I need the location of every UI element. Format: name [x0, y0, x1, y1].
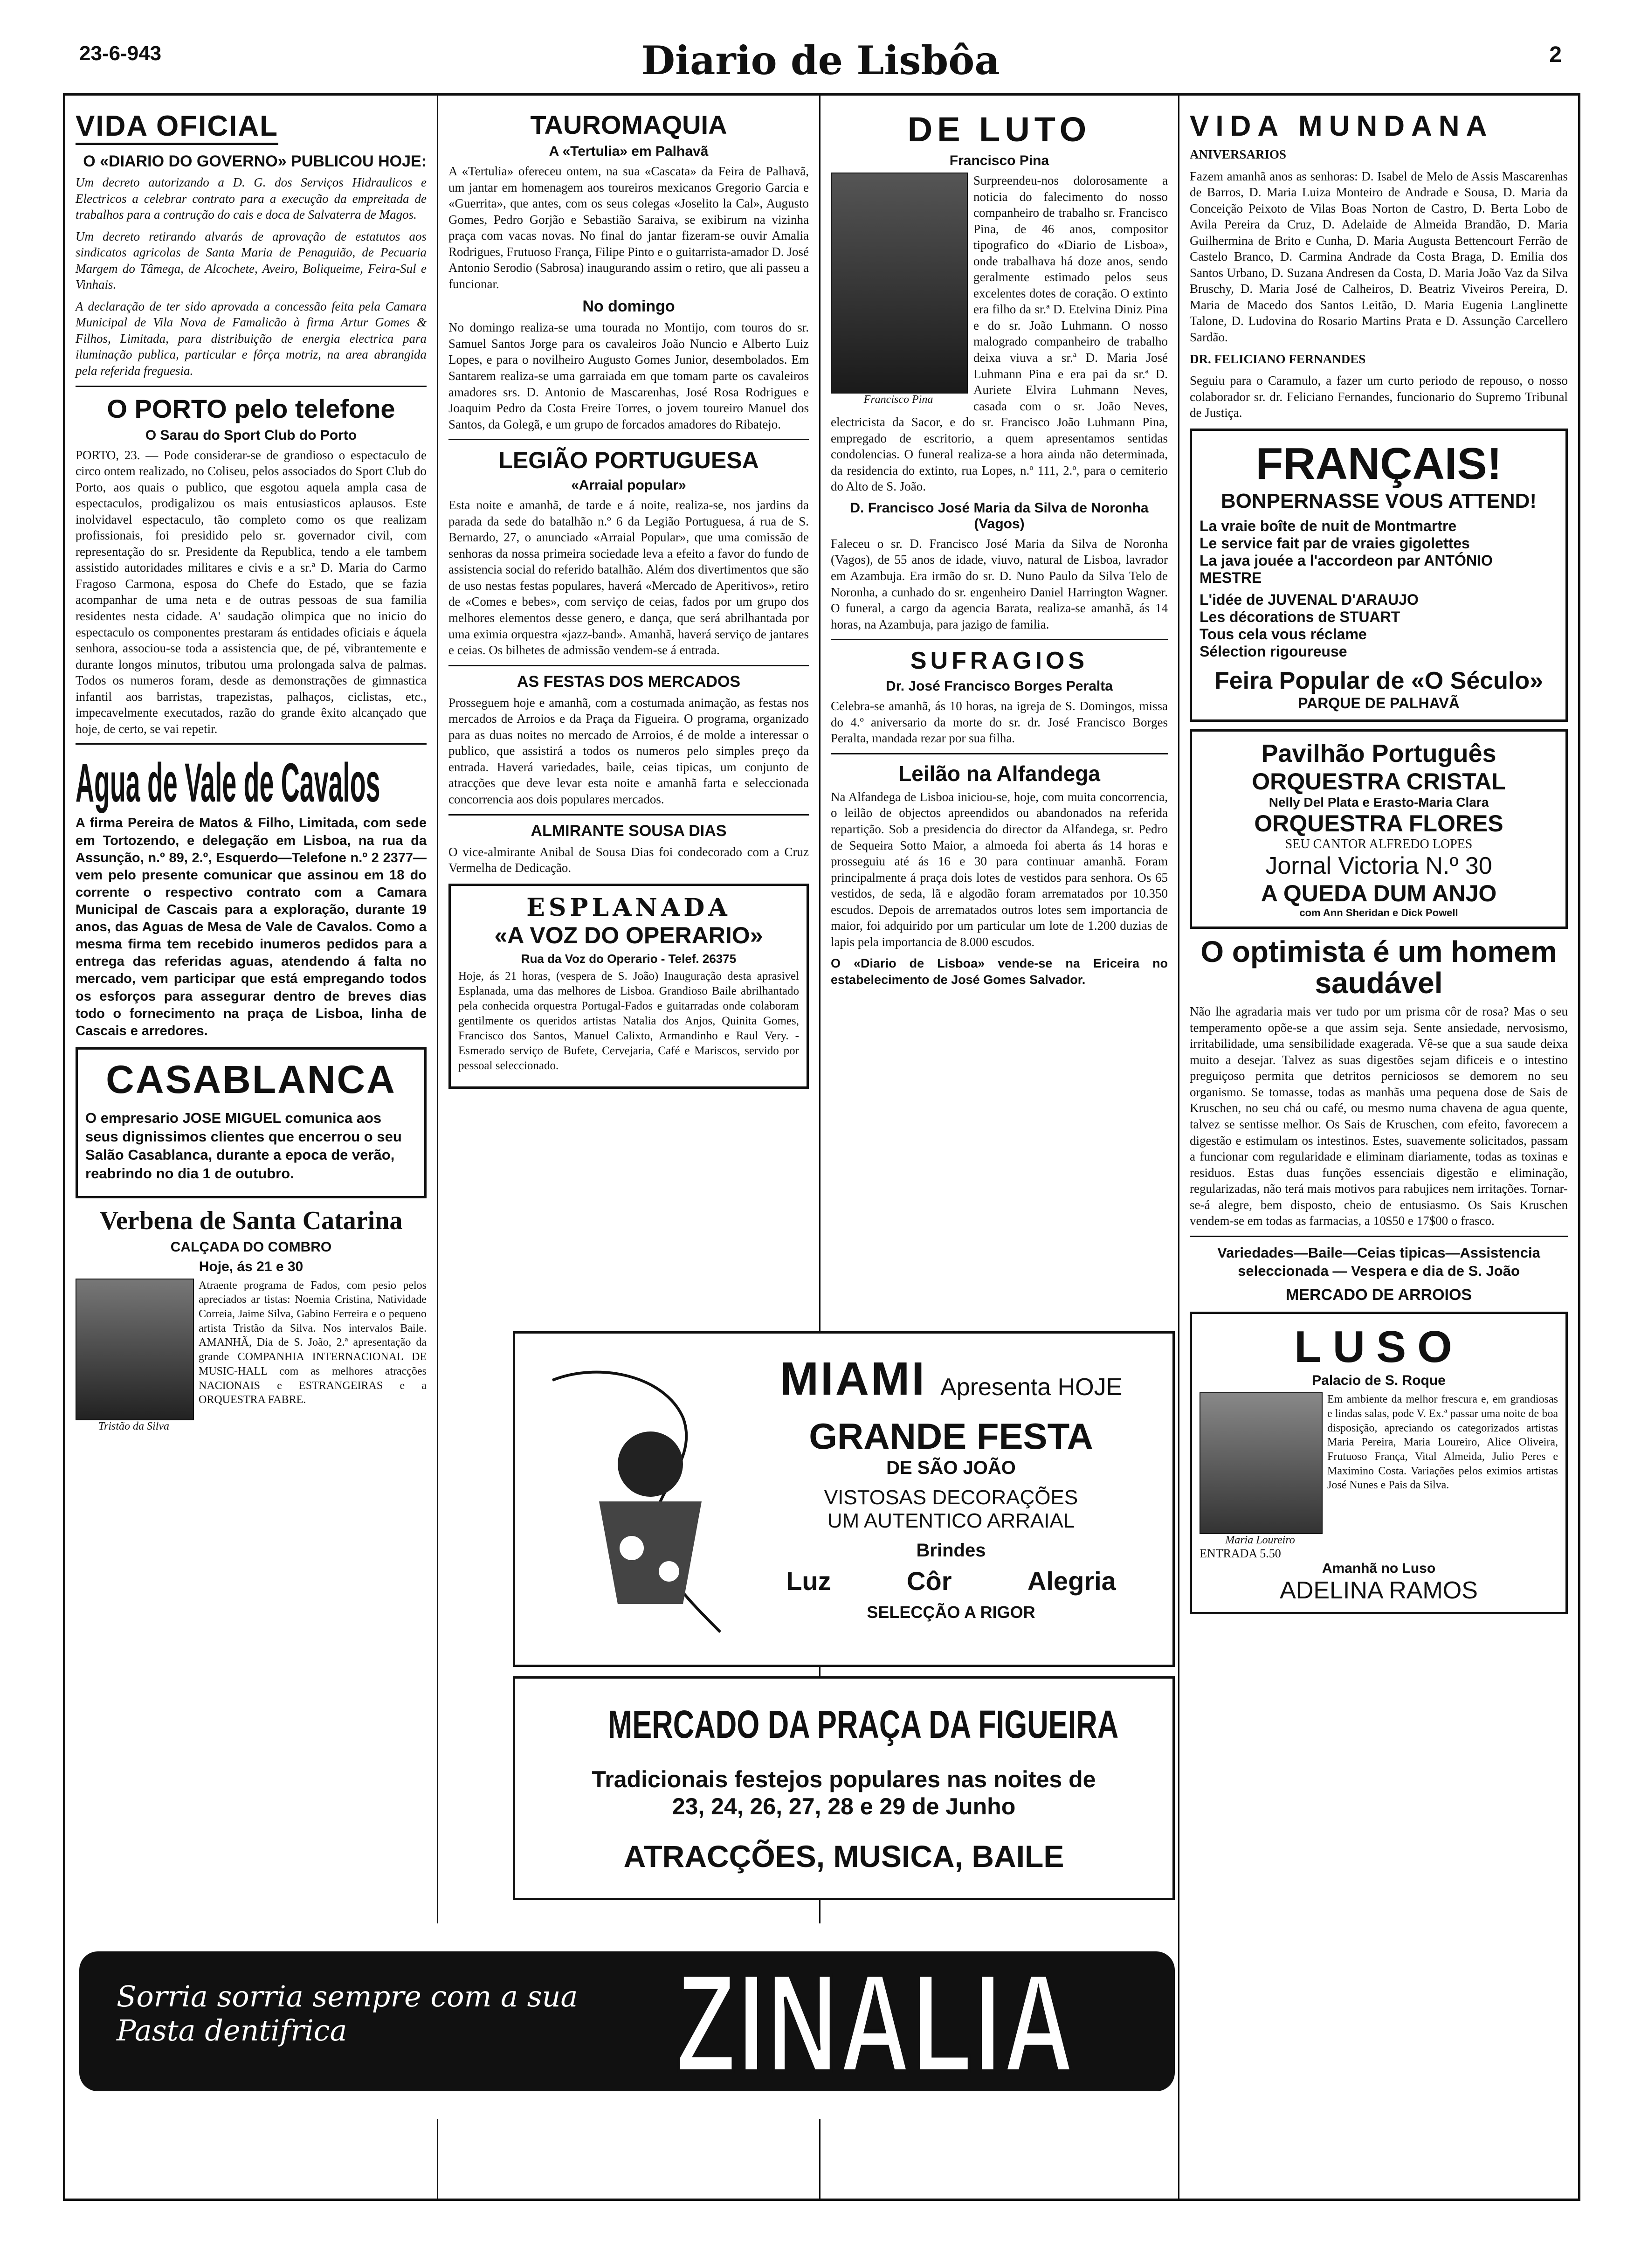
- legiao-subtitle: «Arraial popular»: [571, 477, 686, 493]
- luso-adelina: ADELINA RAMOS: [1280, 1577, 1478, 1604]
- miami-festa: GRANDE FESTA: [809, 1416, 1093, 1457]
- column-1: [65, 96, 438, 2199]
- noronha-title: D. Francisco José Maria da Silva de Noronha (Vagos): [850, 500, 1149, 532]
- page-number: 2: [1549, 42, 1562, 67]
- verbena-when: Hoje, ás 21 e 30: [199, 1258, 303, 1274]
- luso-title: LUSO: [1294, 1322, 1463, 1372]
- issue-date: 23-6-943: [79, 42, 162, 65]
- esplanada-ad: [448, 884, 809, 1089]
- verbena-ad: [76, 1206, 427, 1433]
- pavilhao-cast: com Ann Sheridan e Dick Powell: [1299, 906, 1458, 919]
- luso-entrada: ENTRADA 5.50: [1200, 1547, 1281, 1561]
- festas-article: Prosseguem hoje e amanhã, com a costumada animação, as festas nos mercados de Arroios e da Praça da Figueira. O programa, organizado para as duas noites no mercado de Arroios, é de molde a interessar o publico, que assistirá a todos os numeros pelo simples preço da entrada. Haverá variedades, baile, ceias tipicas, um conjunto de atracções que deve levar esta noite e amanhã farta e seleccionada concorrencia aos dois populares mercados.: [448, 695, 809, 806]
- de-luto-title: DE LUTO: [907, 110, 1091, 149]
- miami-arraial: UM AUTENTICO ARRAIAL: [827, 1509, 1075, 1532]
- decree-item: Um decreto retirando alvarás de aprovação de estatutos aos sindicatos agricolas de Santa Maria de Penaguião, de Pecuaria Margem do Tâmega, de Alcochete, Aveiro, Boliqueime, Feira-Sul e Vinhais.: [76, 229, 427, 292]
- francais-line: Le service fait par de vraies gigolettes: [1200, 534, 1470, 552]
- maria-loureiro-photo: [1200, 1392, 1323, 1534]
- francais-title: FRANÇAIS!: [1255, 438, 1502, 489]
- divider: [76, 386, 427, 387]
- sufragios-title: SUFRAGIOS: [910, 647, 1089, 675]
- zinalia-slogan-1: Sorria sorria sempre com a sua: [117, 1979, 578, 2013]
- pavilhao-cantor: SEU CANTOR ALFREDO LOPES: [1285, 837, 1473, 851]
- newspaper-page: [63, 93, 1580, 2201]
- francais-sub: BONPERNASSE VOUS ATTEND!: [1220, 489, 1537, 512]
- mercado-line-3: ATRACÇÕES, MUSICA, BAILE: [623, 1839, 1064, 1874]
- mercado-line-1: Tradicionais festejos populares nas noites de: [592, 1766, 1096, 1792]
- zinalia-slogan-2: Pasta dentifrica: [117, 2013, 347, 2047]
- kruschen-article: Não lhe agradaria mais ver tudo por um prisma côr de rosa? Mas o seu temperamento opõe-se a que assim seja. Sente ansiedade, nervosismo, irritabilidade, uma sensibilidade exagerada. Vê-se que a sua saude deixa muito a desejar. Talvez as suas digestões sejam dificeis e o intestino preguiçoso permita que detritos perniciosos se demorem no seu organismo. Se tomasse, todas as manhãs uma pequena dose de Sais de Kruschen, no seu chá ou café, ou mesmo numa chavena de agua quente, talvez se sentisse melhor. Os Sais de Kruschen, com efeito, favorecem a digestão e estimulam os intestinos. Estes, suavemente solicitados, passam a funcionar com regularidade e eliminam diariamente, todas as toxinas e residuos. Estas duas funções essenciais digestão e eliminação, regularizadas, não terá mais motivos para rabujices nem irritações. Tornar-se-á alegre, bem disposto, cheio de entusiasmo. Os Sais Kruschen vendem-se em todas as farmacias, a 10$50 e 17$00 o frasco.: [1190, 1004, 1568, 1228]
- miami-brindes: Brindes: [916, 1540, 986, 1561]
- column-4: [1179, 96, 1578, 2199]
- aniversarios-title: ANIVERSARIOS: [1190, 147, 1287, 161]
- francais-line: La vraie boîte de nuit de Montmartre: [1200, 517, 1457, 534]
- luto-article: Surpreendeu-nos dolorosamente a noticia do falecimento do nosso companheiro de trabalho sr. Francisco Pina, de 46 anos, compositor tipografico do «Diario de Lisboa», onde trabalhava há doze anos, sendo geralmente estimado pelos seus excelentes dotes de coração. O extinto era filho da sr.ª D. Etelvina Diniz Pina e do sr. João Luhmann. O nosso malogrado companheiro de trabalho deixa viuva a sr.ª D. Maria José Luhmann Pina e era pai da sr.ª D. Auriete Elvira Luhmann Neves, casada com o sr. João Neves, electricista da Sacor, e do sr. Francisco João Luhmann Pina, empregado de escritorio, a quem apresentamos sentidas condolencias. O funeral realiza-se a hora ainda não determinada, da residencia do extinto, rua Lopes, n.º 111, 2.º, para o cemiterio do Alto de S. João.: [831, 173, 1168, 494]
- francisco-pina-photo: [831, 173, 968, 394]
- tristao-photo: [76, 1279, 194, 1420]
- casablanca-text: O empresario JOSE MIGUEL comunica aos seus dignissimos clientes que encerrou o seu Salão Casablanca, durante a epoca de verão, reabrindo no dia 1 de outubro.: [85, 1109, 402, 1182]
- pavilhao-ad: [1190, 729, 1568, 929]
- divider: [448, 665, 809, 666]
- mercado-line-2: 23, 24, 26, 27, 28 e 29 de Junho: [672, 1793, 1016, 1819]
- zinalia-ad: [79, 1923, 1175, 2119]
- almirante-title: ALMIRANTE SOUSA DIAS: [531, 822, 727, 840]
- decree-item: Um decreto autorizando a D. G. dos Serviços Hidraulicos e Electricos a celebrar contrato para a execução da empreitada de trabalhos para a contrução do cais e doca de Salvaterra de Magos.: [76, 175, 427, 222]
- tauromaquia-title: TAUROMAQUIA: [530, 110, 727, 139]
- feliciano-title: DR. FELICIANO FERNANDES: [1190, 352, 1366, 366]
- almirante-article: O vice-almirante Anibal de Sousa Dias foi condecorado com a Cruz Vermelha de Dedicação.: [448, 844, 809, 875]
- miami-sj: DE SÃO JOÃO: [886, 1458, 1016, 1478]
- verbena-title: Verbena de Santa Catarina: [99, 1206, 403, 1235]
- masthead: Diario de Lisbôa: [641, 37, 1000, 83]
- parque-palhava: PARQUE DE PALHAVÃ: [1298, 694, 1460, 712]
- esplanada-text: Hoje, ás 21 horas, (vespera de S. João) Inauguração desta aprasivel Esplanada, uma das melhores de Lisboa. Grandioso Baile abrilhantado pela conhecida orquestra Portugal-Fados e guitarradas onde colaboram gentilmente os queridos artistas Natalia dos Anjos, Quinita Gomes, Francisco dos Santos, Manuel Calixto, Armandinho e Raul Very. - Esmerado serviço de Bufete, Cervejaria, Café e Mariscos, servido por pessoal seleccionado.: [458, 969, 799, 1072]
- francais-ad: [1190, 429, 1568, 722]
- jester-illustration: [543, 1362, 739, 1641]
- porto-title: O PORTO pelo telefone: [107, 394, 395, 423]
- photo-caption: Tristão da Silva: [98, 1420, 170, 1432]
- esplanada-address: Rua da Voz do Operario - Telef. 26375: [521, 951, 737, 966]
- divider: [448, 814, 809, 816]
- miami-selecao: SELECÇÃO A RIGOR: [867, 1603, 1035, 1622]
- sufragios-subtitle: Dr. José Francisco Borges Peralta: [886, 678, 1113, 694]
- pavilhao-names: Nelly Del Plata e Erasto-Maria Clara: [1269, 795, 1489, 809]
- casablanca-title: CASABLANCA: [106, 1057, 396, 1101]
- de-luto-subtitle: Francisco Pina: [949, 153, 1049, 168]
- domingo-article: No domingo realiza-se uma tourada no Montijo, com touros do sr. Samuel Santos Jorge para os cavaleiros João Nuncio e Alberto Luiz Lopes, e para o novilheiro Augusto Gomes Junior, desembolados. Em Santarem realiza-se uma garraiada em que tomam parte os cavaleiros amadores srs. D. Antonio de Mascarenhas, José Rosa Rodrigues e Joaquim Pedro da Costa Freire Torres, o jovem toureiro Manuel dos Santos, da Golegã, e um grupo de forcados amadores do Ribatejo.: [448, 320, 809, 431]
- pavilhao-title: Pavilhão Português: [1261, 739, 1496, 768]
- page-header: [70, 37, 1571, 84]
- legiao-title: LEGIÃO PORTUGUESA: [498, 447, 759, 474]
- agua-notice: A firma Pereira de Matos & Filho, Limitada, com sede em Tortozendo, e delegação em Lisboa, na rua da Assunção, n.º 89, 2.º, Esquerdo—Telefone n.º 2 2377—vem pelo presente comunicar que assinou em 18 do corrente o respectivo contrato com a Camara Municipal de Cascais para a exploração, durante 19 anos, das Aguas de Mesa de Vale de Cavalos. Como a mesma firma tem recebido inumeros pedidos para a entrega das referidas aguas, atendendo á falta no mercado, vem participar que está empregando todos os esforços para assegurar dentro de breves dias todo o fornecimento na praça de Lisboa, linha de Cascais e arredores.: [76, 816, 427, 1038]
- leilao-article: Na Alfandega de Lisboa iniciou-se, hoje, com muita concorrencia, o leilão de objectos apreendidos ou abandonados na referida repartição. Sob a presidencia do director da Alfandega, sr. Pedro de Sequeira Sotto Maior, a almoeda foi aberta ás 14 horas e prosseguiu até ás 16 e 30 para continuar amanhã. Foram principalmente á praça dois lotes de vestidos para senhora. Os 65 vestidos, de seda, lã e algodão foram arrematados por 10.350 escudos. Depois de arrematados outros lotes sem importancia de maior, foi adquirido por um particular um lote de 1.200 duzias de lapis pela importancia de 8.000 escudos.: [831, 789, 1168, 949]
- divider: [831, 639, 1168, 640]
- mercado-figueira-ad: [513, 1676, 1175, 1900]
- luso-amanha: Amanhã no Luso: [1322, 1561, 1436, 1577]
- miami-luz: Luz: [786, 1566, 831, 1596]
- domingo-subtitle: No domingo: [582, 297, 675, 316]
- mercado-arroios: MERCADO DE ARROIOS: [1285, 1286, 1472, 1304]
- jornal-victoria: Jornal Victoria N.º 30: [1265, 852, 1492, 879]
- agua-title: Agua de Vale de Cavalos: [76, 752, 380, 814]
- porto-article: PORTO, 23. — Pode considerar-se de grandioso o espectaculo de circo ontem realizado, no Coliseu, pelos associados do Sport Club do Porto, aos quais o publico, que esgotou aquela ampla casa de espectaculos, prodigalizou os mais entusiasticos aplausos. Este inolvidavel espectaculo, tão completo como os que realizam profissionais, foi presidido pelo sr. governador civil, com representação do sr. Presidente da Republica, tendo a ele tambem assistido autoridades militares e civis e a sr.ª D. Maria do Carmo Fragoso Carmona, esposa do Chefe do Estado, que se fazia acompanhar de uma neta e de outras pessoas de sua familia residentes nesta cidade. A' saudação olimpica que no inicio do espectaculo os componentes prestaram ás entidades oficiais e áquela senhora, associou-se toda a assistencia que, de pé, vibrantemente e durante longos minutos, tributou uma prolongada salva de palmas. Todos os numeros foram, desde as demonstrações de gimnastica infantil aos barristas, trapezistas, palhaços, ciclistas, etc., impecavelmente executados, razão do grande êxito alcançado que hoje, de certo, se vai repetir.: [76, 448, 427, 736]
- luso-ad: [1190, 1312, 1568, 1614]
- tauromaquia-subtitle: A «Tertulia» em Palhavã: [549, 144, 709, 159]
- divider: [76, 743, 427, 745]
- photo-caption: Francisco Pina: [863, 394, 933, 406]
- jester-drawing: [543, 1362, 739, 1641]
- francais-line: Sélection rigoureuse: [1200, 643, 1347, 660]
- festas-title: AS FESTAS DOS MERCADOS: [517, 672, 741, 691]
- vida-oficial-title: VIDA OFICIAL: [76, 110, 278, 145]
- sufragios-article: Celebra-se amanhã, ás 10 horas, na igreja de S. Domingos, missa do 4.º aniversario da morte do sr. dr. José Francisco Borges Peralta, mandada rezar por sua filha.: [831, 699, 1168, 746]
- luso-sub: Palacio de S. Roque: [1312, 1373, 1446, 1389]
- optimista-title: O optimista é um homem saudável: [1200, 934, 1557, 1000]
- zinalia-brand: ZINALIA: [676, 1944, 1076, 2101]
- feliciano-text: Seguiu para o Caramulo, a fazer um curto periodo de repouso, o nosso colaborador sr. dr. Feliciano Fernandes, funcionario do Supremo Tribunal de Justiça.: [1190, 373, 1568, 420]
- esplanada-name: «A VOZ DO OPERARIO»: [494, 922, 763, 948]
- luso-text: Em ambiente da melhor frescura e, em grandiosas e lindas salas, pode V. Ex.ª passar uma noite de boa disposição, apreciando os categorizados artistas Maria Pereira, Maria Loureiro, Alice Oliveira, Frutuoso França, Vital Almeida, Julio Peres e Maximino Costa. Variações pelos eximios artistas José Nunes e Pais da Silva.: [1327, 1393, 1558, 1492]
- divider: [448, 439, 809, 440]
- queda-anjo: A QUEDA DUM ANJO: [1261, 880, 1497, 906]
- photo-caption: Maria Loureiro: [1225, 1534, 1295, 1547]
- miami-brand: MIAMI: [779, 1353, 927, 1405]
- aniversarios-text: Fazem amanhã anos as senhoras: D. Isabel de Melo de Assis Mascarenhas de Barros, D. Maria Luiza Monteiro de Andrade e Sousa, D. Maria da Conceição Peixoto de Vilas Boas Norton de Castro, D. Berta Lobo de Avila Pereira da Cruz, D. Adelaide de Almeida Brandão, D. Maria Guilhermina de Brito e Cunha, D. Maria Augusta Bettencourt Ferrão de Castelo Branco, D. Carmina Andrade da Costa Braga, D. Emilia dos Santos Urbano, D. Suzana Andresen da Costa, D. Maria João Vaz da Silva Bruschy, D. Maria José de Calheiros, D. Beatriz Viveiros Pereira, D. Maria de Macedo dos Santos Leitão, D. Maria Eugenia Langlinette Talone, D. Ludovina do Rosario Martins Prata e D. Assunção Carcellero Sardão.: [1190, 169, 1568, 345]
- vida-mundana-title: VIDA MUNDANA: [1190, 110, 1494, 142]
- miami-apresenta: Apresenta HOJE: [940, 1374, 1123, 1401]
- feira-popular: Feira Popular de «O Século»: [1214, 667, 1544, 694]
- tauromaquia-article: A «Tertulia» ofereceu ontem, na sua «Cascata» da Feira de Palhavã, um jantar em homenagem aos toureiros mexicanos Gregorio Garcia e «Guerrita», que antes, com os seus colegas «Joselito la Cal», Augusto Gomes, Pedro Gorjão e Sebastião Saraiva, se exibirum na vizinha praça com vacas novas. No final do jantar fizeram-se ouvir Amalia Rodrigues, Frutuoso França, Filipe Pinto e o guitarrista-amador D. José Antonio Serodio (Sabrosa) inaugurando assim o retiro, que ali passeu a funcionar.: [448, 164, 809, 291]
- verbena-subtitle: CALÇADA DO COMBRO: [170, 1239, 332, 1255]
- miami-cor: Côr: [907, 1566, 952, 1596]
- verbena-text: Atraente programa de Fados, com pesio pelos apreciados ar tistas: Noemia Cristina, Natividade Correia, Jaime Silva, Gabino Ferreira e o pequeno artista Tristão da Silva. Nos intervalos Baile. AMANHÃ, Dia de S. João, 2.ª apresentação da grande COMPANHIA INTERNACIONAL DE MUSIC-HALL com as melhores atracções NACIONAIS e ESTRANGEIRAS e a ORQUESTRA FABRE.: [199, 1279, 427, 1406]
- porto-subtitle: O Sarau do Sport Club do Porto: [145, 427, 357, 443]
- divider: [831, 753, 1168, 754]
- diario-note: O «Diario de Lisboa» vende-se na Ericeira no estabelecimento de José Gomes Salvador.: [831, 956, 1168, 987]
- miami-ad: [513, 1331, 1175, 1667]
- legiao-article: Esta noite e amanhã, de tarde e á noite, realiza-se, nos jardins da parada da sede do batalhão n.º 6 da Legião Portuguesa, á rua de S. Bernardo, 27, o anunciado «Arraial Popular», que uma comissão de senhoras da nossa primeira sociedade leva a efeito a favor do fundo de assistencia social do referido batalhão. Além dos divertimentos que são de uso nestas festas populares, haverá «Mercado de Aperitivos», retiro de «Comes e bebes», com serviço de ceias, fados por um grupo dos melhores elementos desse genero, e dança, que será abrilhantada por uma eximia orquestra «jazz-band». Amanhã, haverá serviço de jantares e ceias. Os bilhetes de admissão vendem-se á entrada.: [448, 498, 809, 657]
- miami-deco: VISTOSAS DECORAÇÕES: [824, 1486, 1078, 1509]
- decree-item: A declaração de ter sido aprovada a concessão feita pela Camara Municipal de Vila Nova de Famalicão à firma Artur Gomes & Filhos, Limitada, para distribuição de energia electrica para iluminação publica, particular e fôrça motriz, na area abrangida pela referida freguesia.: [76, 299, 427, 378]
- francais-line: L'idée de JUVENAL D'ARAUJO: [1200, 591, 1419, 608]
- casablanca-ad: [76, 1047, 427, 1198]
- variedades-text: Variedades—Baile—Ceias tipicas—Assistencia seleccionada — Vespera e dia de S. João: [1217, 1244, 1540, 1279]
- orquestra-flores: ORQUESTRA FLORES: [1254, 810, 1503, 837]
- divider: [1190, 1236, 1568, 1237]
- francais-line: Les décorations de STUART: [1200, 608, 1400, 625]
- esplanada-title: ESPLANADA: [526, 893, 731, 922]
- noronha-article: Faleceu o sr. D. Francisco José Maria da Silva de Noronha (Vagos), de 55 anos de idade, viuvo, natural de Lisboa, lavrador em Azambuja. Era irmão do sr. D. Nuno Paulo da Silva Telo de Noronha, a cunhado do sr. engenheiro Daniel Harrington Wagner. O funeral, a cargo da agencia Barata, realiza-se amanhã, ás 14 horas, na Azambuja, para jazigo de familia.: [831, 536, 1168, 631]
- orquestra-cristal: ORQUESTRA CRISTAL: [1252, 768, 1506, 795]
- mercado-title: MERCADO DA PRAÇA DA FIGUEIRA: [607, 1702, 1119, 1746]
- vida-oficial-subtitle: O «DIARIO DO GOVERNO» PUBLICOU HOJE:: [83, 152, 427, 170]
- leilao-title: Leilão na Alfandega: [898, 761, 1100, 786]
- miami-alegria: Alegria: [1027, 1566, 1116, 1596]
- francais-line: La java jouée a l'accordeon par ANTÓNIO MESTRE: [1200, 552, 1493, 586]
- francais-line: Tous cela vous réclame: [1200, 625, 1367, 643]
